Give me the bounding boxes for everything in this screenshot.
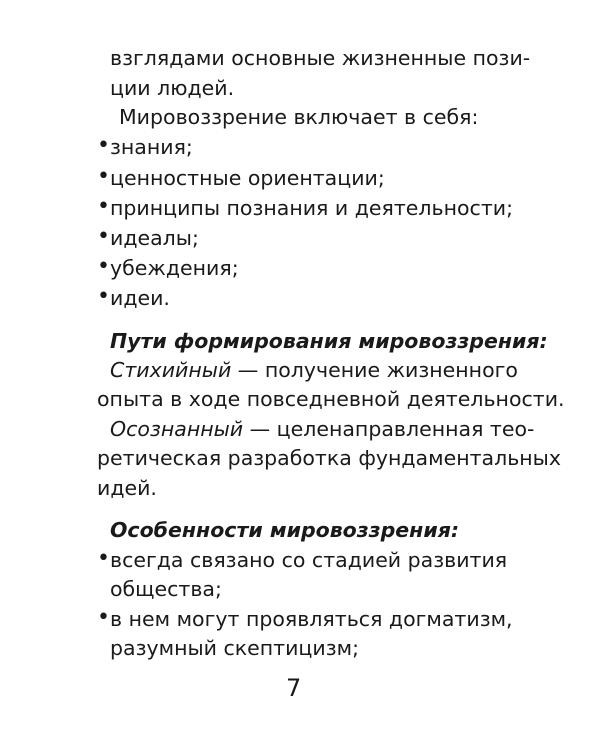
conscious-continuation-2: идей. (97, 476, 157, 500)
feature-item-1-line-1: всегда связано со стадией развития (110, 548, 508, 572)
list-item: идеи. (110, 286, 170, 310)
bullet-icon: • (97, 546, 110, 571)
paths-heading: Пути формирования мировоззрения: (110, 329, 548, 353)
features-heading: Особенности мировоззрения: (110, 518, 460, 542)
conscious-definition (110, 417, 535, 441)
bullet-icon: • (97, 164, 110, 189)
list-item: знания; (110, 135, 193, 159)
bullet-icon: • (97, 194, 110, 219)
spontaneous-definition (110, 358, 518, 382)
intro-line-2: ции людей. (110, 76, 235, 100)
feature-item-2-line-1: в нем могут проявляться догматизм, (110, 607, 513, 631)
list-item: принципы познания и деятельности; (110, 196, 513, 220)
bullet-icon: • (97, 605, 110, 630)
spontaneous-term: Стихийный (110, 358, 232, 382)
conscious-continuation-1: ретическая разработка фундаментальных (97, 446, 562, 470)
page-number: 7 (286, 674, 302, 702)
feature-item-2-line-2: разумный скептицизм; (110, 636, 359, 660)
bullet-icon: • (97, 133, 110, 158)
bullet-icon: • (97, 284, 110, 309)
spontaneous-text: — получение жизненного (231, 358, 518, 382)
intro-line-1: взглядами основные жизненные пози- (110, 46, 531, 70)
list-item: идеалы; (110, 226, 199, 250)
conscious-text: — целенаправленная тео- (243, 417, 535, 441)
bullet-icon: • (97, 254, 110, 279)
bullet-icon: • (97, 224, 110, 249)
list-item: ценностные ориентации; (110, 166, 385, 190)
list-item: убеждения; (110, 256, 239, 280)
conscious-term: Осознанный (110, 417, 244, 441)
feature-item-1-line-2: общества; (110, 577, 222, 601)
intro-lead: Мировоззрение включает в себя: (119, 105, 479, 129)
spontaneous-continuation: опыта в ходе повседневной деятельности. (97, 387, 565, 411)
